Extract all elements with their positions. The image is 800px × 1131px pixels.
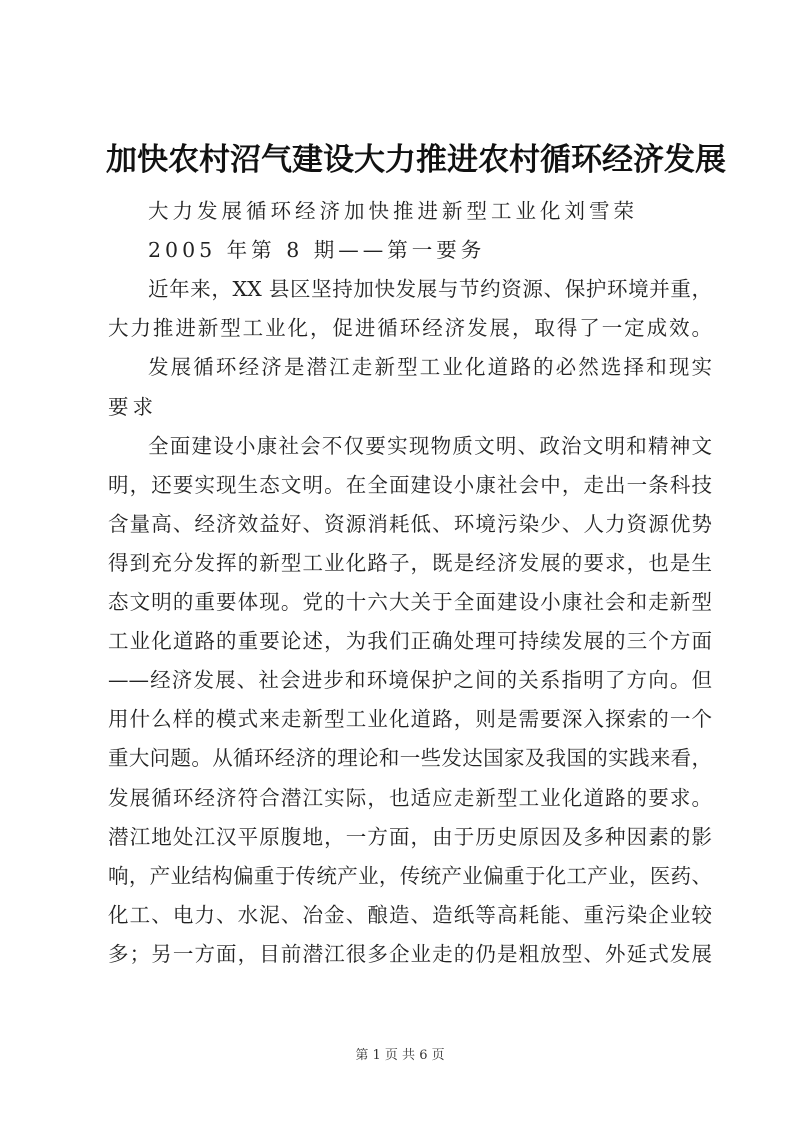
text-line: 工业化道路的重要论述，为我们正确处理可持续发展的三个方面: [108, 629, 712, 654]
text-line: 含量高、经济效益好、资源消耗低、环境污染少、人力资源优势: [108, 511, 712, 536]
text-line: 发展循环经济是潜江走新型工业化道路的必然选择和现实: [148, 355, 712, 380]
text-line: 重大问题。从循环经济的理论和一些发达国家及我国的实践来看，: [108, 746, 712, 771]
text-line: 多；另一方面，目前潜江很多企业走的仍是粗放型、外延式发展: [108, 941, 712, 966]
text-line: 态文明的重要体现。党的十六大关于全面建设小康社会和走新型: [108, 590, 712, 614]
text-line: 全面建设小康社会不仅要实现物质文明、政治文明和精神文: [148, 433, 712, 458]
text-line: 2005 年第 8 期——第一要务: [148, 238, 486, 263]
document-title: 加快农村沼气建设大力推进农村循环经济发展: [106, 142, 726, 178]
text-line: 用什么样的模式来走新型工业化道路，则是需要深入探索的一个: [108, 707, 712, 732]
text-line: 化工、电力、水泥、冶金、酿造、造纸等高耗能、重污染企业较: [108, 902, 712, 927]
text-line: 响，产业结构偏重于传统产业，传统产业偏重于化工产业，医药、: [108, 863, 712, 888]
text-line: ——经济发展、社会进步和环境保护之间的关系指明了方向。但: [108, 668, 712, 693]
text-line: 发展循环经济符合潜江实际，也适应走新型工业化道路的要求。: [108, 785, 712, 810]
text-line: 明，还要实现生态文明。在全面建设小康社会中，走出一条科技: [108, 472, 712, 497]
text-line: 得到充分发挥的新型工业化路子，既是经济发展的要求，也是生: [108, 550, 712, 575]
text-line: 大力发展循环经济加快推进新型工业化刘雪荣: [148, 199, 638, 223]
text-line: 近年来，XX 县区坚持加快发展与节约资源、保护环境并重，: [148, 277, 712, 302]
page-footer: 第 1 页 共 6 页: [355, 1048, 445, 1063]
text-line: 要求: [108, 394, 157, 419]
text-line: 潜江地处江汉平原腹地，一方面，由于历史原因及多种因素的影: [108, 824, 712, 849]
text-line: 大力推进新型工业化，促进循环经济发展，取得了一定成效。: [108, 316, 712, 341]
